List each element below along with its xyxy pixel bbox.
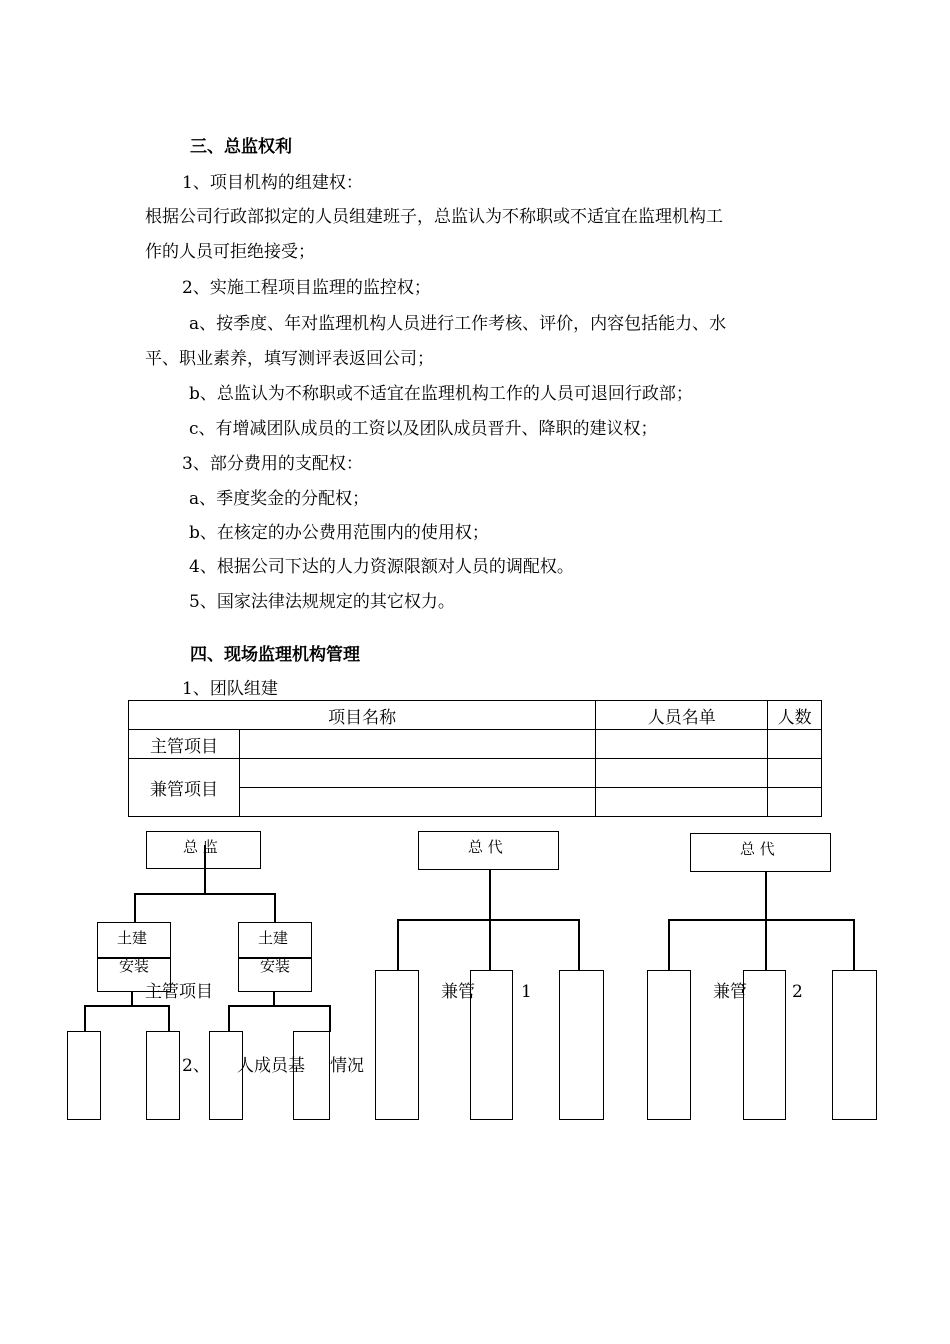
section3-item2c: c、有增减团队成员的工资以及团队成员晋升、降职的建议权； xyxy=(189,419,658,439)
section3-item1-text2: 作的人员可拒绝接受； xyxy=(145,242,315,262)
civil-label-2: 土建 xyxy=(258,929,289,947)
install-label: 安装 xyxy=(119,957,150,975)
section4-item1: 1、团队组建 xyxy=(182,679,278,699)
section3-item1: 1、项目机构的组建权： xyxy=(182,173,363,193)
chief-label: 总 监 xyxy=(183,838,218,856)
connector xyxy=(853,919,855,971)
section3-item2a-line2: 平、职业素养，填写测评表返回公司； xyxy=(145,349,434,369)
part-project-label-1b: 1 xyxy=(521,982,532,1002)
main-project-label: 主管项目 xyxy=(145,982,213,1002)
staff-box xyxy=(470,970,513,1120)
table-header-staff: 人员名单 xyxy=(596,701,768,730)
staff-box xyxy=(67,1031,101,1120)
staff-box xyxy=(375,970,419,1120)
connector xyxy=(668,919,854,921)
connector xyxy=(668,919,670,971)
section3-heading: 三、总监权利 xyxy=(190,137,292,157)
part-project-label-2b: 2 xyxy=(792,982,803,1002)
table-cell xyxy=(240,730,596,759)
section3-item4: 4、根据公司下达的人力资源限额对人员的调配权。 xyxy=(189,557,574,577)
table-cell xyxy=(596,730,768,759)
staff-box xyxy=(647,970,691,1120)
table-header-count: 人数 xyxy=(768,701,822,730)
connector xyxy=(168,1005,170,1032)
table-cell xyxy=(240,788,596,817)
connector xyxy=(273,992,275,1006)
section3-item2: 2、实施工程项目监理的监控权； xyxy=(182,278,431,298)
connector xyxy=(84,1005,86,1032)
item2-end: 情况 xyxy=(330,1056,364,1076)
connector xyxy=(134,893,136,923)
connector xyxy=(397,919,579,921)
section3-item3: 3、部分费用的支配权： xyxy=(182,454,363,474)
section4-heading: 四、现场监理机构管理 xyxy=(190,645,360,665)
connector xyxy=(228,1005,330,1007)
connector xyxy=(204,869,206,894)
civil-label: 土建 xyxy=(117,929,148,947)
item2-fragment: 2、 xyxy=(182,1056,210,1076)
table-header-project: 项目名称 xyxy=(129,701,596,730)
install-label-2: 安装 xyxy=(260,957,291,975)
staff-box xyxy=(559,970,604,1120)
table-cell xyxy=(768,730,822,759)
connector xyxy=(228,1005,230,1032)
section3-item1-text1: 根据公司行政部拟定的人员组建班子，总监认为不称职或不适宜在监理机构工 xyxy=(145,207,723,227)
staff-box xyxy=(146,1031,180,1120)
connector xyxy=(329,1005,331,1032)
connector xyxy=(134,893,275,895)
team-table xyxy=(128,700,822,817)
deputy2-label: 总 代 xyxy=(740,840,775,858)
section3-item5: 5、国家法律法规规定的其它权力。 xyxy=(189,592,455,612)
table-cell xyxy=(596,788,768,817)
part-project-label-1a: 兼管 xyxy=(441,982,475,1002)
section3-item2b: b、总监认为不称职或不适宜在监理机构工作的人员可退回行政部； xyxy=(189,384,693,404)
item2-rest: 人成员基 xyxy=(237,1056,305,1076)
table-row xyxy=(129,730,822,759)
section3-item3b: b、在核定的办公费用范围内的使用权； xyxy=(189,523,489,543)
staff-box xyxy=(743,970,786,1120)
table-row-main-label: 主管项目 xyxy=(129,730,240,759)
table-header-row xyxy=(129,701,822,730)
deputy1-label: 总 代 xyxy=(468,838,503,856)
part-project-label-2a: 兼管 xyxy=(713,982,747,1002)
connector xyxy=(131,992,133,1006)
section3-item2a-line1: a、按季度、年对监理机构人员进行工作考核、评价，内容包括能力、水 xyxy=(189,314,727,334)
connector xyxy=(765,872,767,971)
table-cell xyxy=(240,759,596,788)
staff-box xyxy=(832,970,877,1120)
table-row xyxy=(129,759,822,788)
connector xyxy=(84,1005,169,1007)
section3-item3a: a、季度奖金的分配权； xyxy=(189,489,370,509)
connector xyxy=(397,919,399,971)
connector xyxy=(489,870,491,971)
table-cell xyxy=(768,759,822,788)
connector xyxy=(274,893,276,923)
table-cell xyxy=(768,788,822,817)
table-cell xyxy=(596,759,768,788)
connector xyxy=(578,919,580,971)
table-row-part-label: 兼管项目 xyxy=(129,759,240,817)
